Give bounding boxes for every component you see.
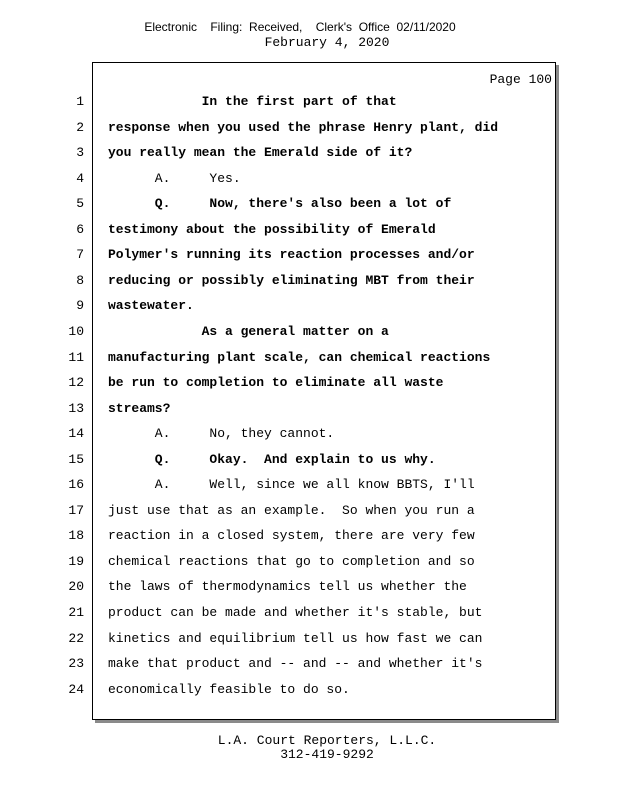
line-number: 16 xyxy=(68,477,84,492)
transcript-line: the laws of thermodynamics tell us whether the xyxy=(108,579,467,594)
transcript-line: kinetics and equilibrium tell us how fast we can xyxy=(108,631,483,646)
transcript-line: response when you used the phrase Henry plant, did xyxy=(108,120,499,135)
line-number: 24 xyxy=(68,682,84,697)
transcript-line: product can be made and whether it's stable, but xyxy=(108,605,483,620)
transcript-line: Q. Now, there's also been a lot of xyxy=(108,196,452,211)
line-number: 6 xyxy=(76,222,84,237)
transcript-line: reaction in a closed system, there are very few xyxy=(108,528,475,543)
line-number: 7 xyxy=(76,247,84,262)
line-number: 1 xyxy=(76,94,84,109)
reporter-company: L.A. Court Reporters, L.L.C. xyxy=(217,733,437,748)
transcript-line: make that product and -- and -- and whether it's xyxy=(108,656,483,671)
line-number: 17 xyxy=(68,503,84,518)
line-number: 9 xyxy=(76,298,84,313)
transcript-line: A. Well, since we all know BBTS, I'll xyxy=(108,477,475,492)
line-number: 12 xyxy=(68,375,84,390)
transcript-line: Q. Okay. And explain to us why. xyxy=(108,452,436,467)
transcript-line: A. No, they cannot. xyxy=(108,426,335,441)
line-number: 22 xyxy=(68,631,84,646)
line-number: 13 xyxy=(68,401,84,416)
transcript-line: A. Yes. xyxy=(108,171,241,186)
transcript-line: economically feasible to do so. xyxy=(108,682,350,697)
line-number: 19 xyxy=(68,554,84,569)
transcript-line: testimony about the possibility of Emerald xyxy=(108,222,436,237)
deposition-date: February 4, 2020 xyxy=(264,35,390,50)
line-number: 21 xyxy=(68,605,84,620)
line-number: 4 xyxy=(76,171,84,186)
line-number: 10 xyxy=(68,324,84,339)
line-number: 15 xyxy=(68,452,84,467)
transcript-line: manufacturing plant scale, can chemical reactions xyxy=(108,350,491,365)
reporter-phone: 312-419-9292 xyxy=(280,747,374,762)
line-number: 23 xyxy=(68,656,84,671)
line-number: 11 xyxy=(68,350,84,365)
page-number: Page 100 xyxy=(489,72,552,87)
transcript-line: streams? xyxy=(108,401,171,416)
filing-stamp: Electronic Filing: Received, Clerk's Office 02/11/2020 xyxy=(144,20,456,34)
line-number: 14 xyxy=(68,426,84,441)
transcript-line: just use that as an example. So when you run a xyxy=(108,503,475,518)
transcript-line: wastewater. xyxy=(108,298,194,313)
transcript-line: Polymer's running its reaction processes and/or xyxy=(108,247,475,262)
transcript-line: chemical reactions that go to completion and so xyxy=(108,554,475,569)
transcript-line: be run to completion to eliminate all waste xyxy=(108,375,444,390)
line-number: 3 xyxy=(76,145,84,160)
line-number: 2 xyxy=(76,120,84,135)
transcript-line: In the first part of that xyxy=(108,94,397,109)
transcript-line: you really mean the Emerald side of it? xyxy=(108,145,413,160)
line-number: 5 xyxy=(76,196,84,211)
transcript-line: As a general matter on a xyxy=(108,324,389,339)
transcript-line: reducing or possibly eliminating MBT from their xyxy=(108,273,475,288)
line-number: 18 xyxy=(68,528,84,543)
line-number: 8 xyxy=(76,273,84,288)
line-number: 20 xyxy=(68,579,84,594)
